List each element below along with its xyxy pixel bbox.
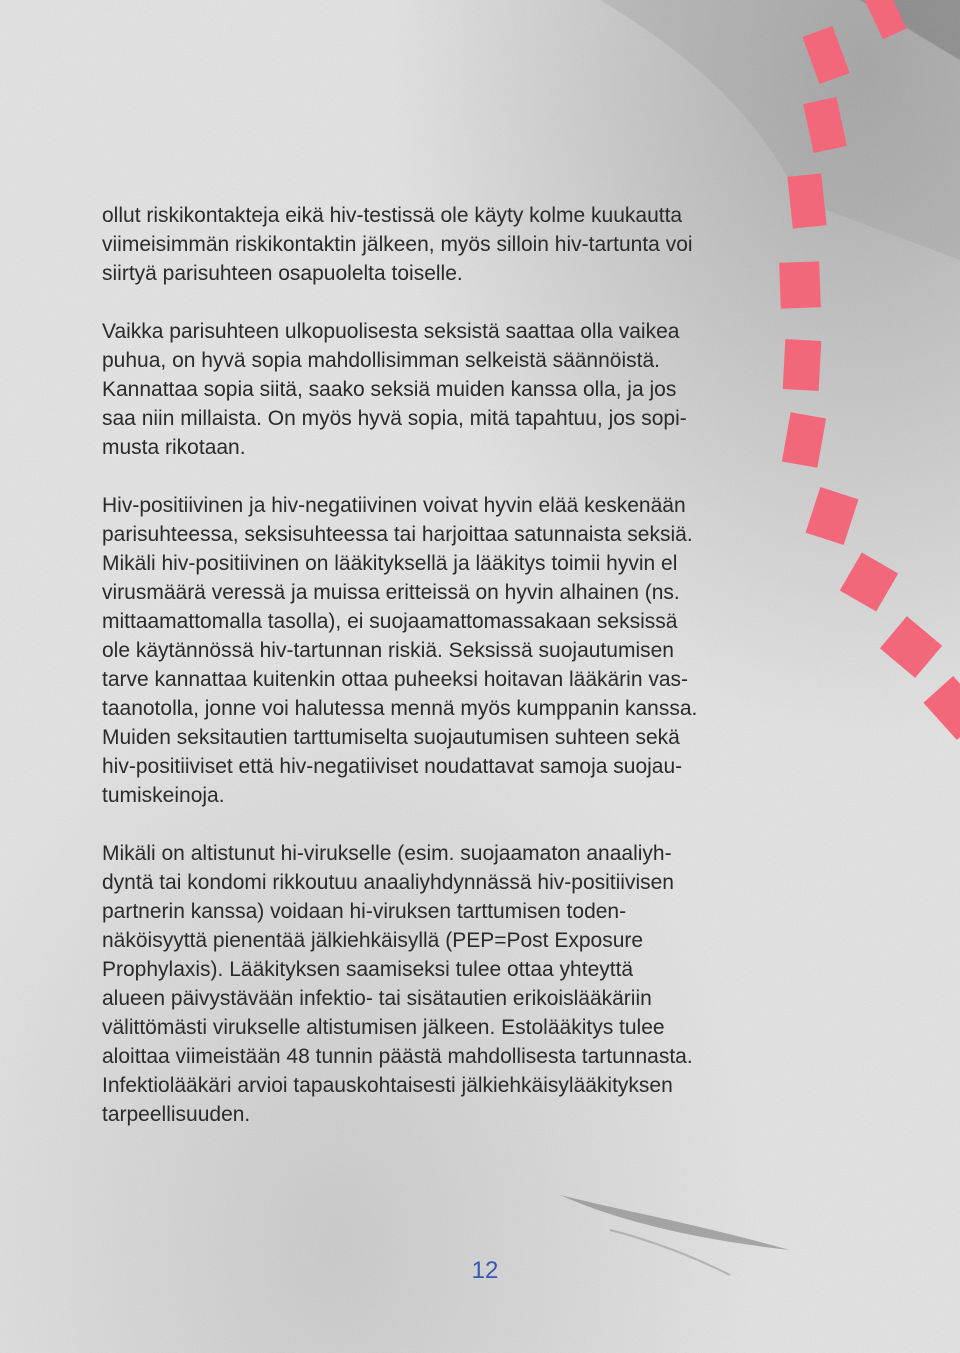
text-line: näköisyyttä pienentää jälkiehkäisyllä (PEP=Post Exposure: [102, 929, 644, 952]
page-number: 12: [471, 1257, 499, 1284]
text-line: Prophylaxis). Lääkityksen saamiseksi tulee ottaa yhteyttä: [102, 958, 634, 981]
text-line: saa niin millaista. On myös hyvä sopia, mitä tapahtuu, jos sopi-: [102, 407, 687, 430]
text-line: alueen päivystävään infektio- tai sisätautien erikoislääkäriin: [102, 987, 652, 1010]
text-line: virusmäärä veressä ja muissa eritteissä on hyvin alhainen (ns.: [102, 581, 680, 604]
text-line: tumiskeinoja.: [102, 784, 225, 807]
text-line: mittaamattomalla tasolla), ei suojaamattomassakaan seksissä: [102, 610, 678, 633]
text-line: Kannattaa sopia siitä, saako seksiä muiden kanssa olla, ja jos: [102, 378, 677, 401]
text-line: viimeisimmän riskikontaktin jälkeen, myös silloin hiv-tartunta voi: [102, 233, 693, 256]
body-text: [102, 201, 842, 1129]
text-line: ollut riskikontakteja eikä hiv-testissä ole käyty kolme kuukautta: [102, 204, 683, 227]
text-line: Mikäli hiv-positiivinen on lääkityksellä ja lääkitys toimii hyvin el: [102, 552, 678, 575]
text-line: Muiden seksitautien tarttumiselta suojautumisen suhteen sekä: [102, 726, 680, 749]
text-line: partnerin kanssa) voidaan hi-viruksen tarttumisen toden-: [102, 900, 627, 923]
text-line: dyntä tai kondomi rikkoutuu anaaliyhdynnässä hiv-positiivisen: [102, 871, 674, 894]
paragraph-2: [102, 317, 842, 462]
paragraph-3: [102, 491, 842, 810]
text-line: siirtyä parisuhteen osapuolelta toiselle.: [102, 262, 463, 285]
text-line: ole käytännössä hiv-tartunnan riskiä. Seksissä suojautumisen: [102, 639, 674, 662]
text-line: parisuhteessa, seksisuhteessa tai harjoittaa satunnaista seksiä.: [102, 523, 693, 546]
text-line: taanotolla, jonne voi halutessa mennä myös kumppanin kanssa.: [102, 697, 698, 720]
text-line: tarpeellisuuden.: [102, 1103, 251, 1126]
text-line: aloittaa viimeistään 48 tunnin päästä mahdollisesta tartunnasta.: [102, 1045, 693, 1068]
paragraph-1: [102, 201, 842, 288]
text-line: puhua, on hyvä sopia mahdollisimman selkeistä säännöistä.: [102, 349, 660, 372]
paragraph-4: [102, 839, 842, 1129]
text-line: Hiv-positiivinen ja hiv-negatiivinen voivat hyvin elää keskenään: [102, 494, 686, 517]
text-line: Mikäli on altistunut hi-virukselle (esim. suojaamaton anaaliyh-: [102, 842, 672, 865]
text-line: musta rikotaan.: [102, 436, 246, 459]
text-line: tarve kannattaa kuitenkin ottaa puheeksi hoitavan lääkärin vas-: [102, 668, 689, 691]
text-line: Infektiolääkäri arvioi tapauskohtaisesti jälkiehkäisylääkityksen: [102, 1074, 673, 1097]
text-line: Vaikka parisuhteen ulkopuolisesta seksistä saattaa olla vaikea: [102, 320, 680, 343]
text-line: välittömästi virukselle altistumisen jälkeen. Estolääkitys tulee: [102, 1016, 665, 1039]
text-line: hiv-positiiviset että hiv-negatiiviset noudattavat samoja suojau-: [102, 755, 683, 778]
